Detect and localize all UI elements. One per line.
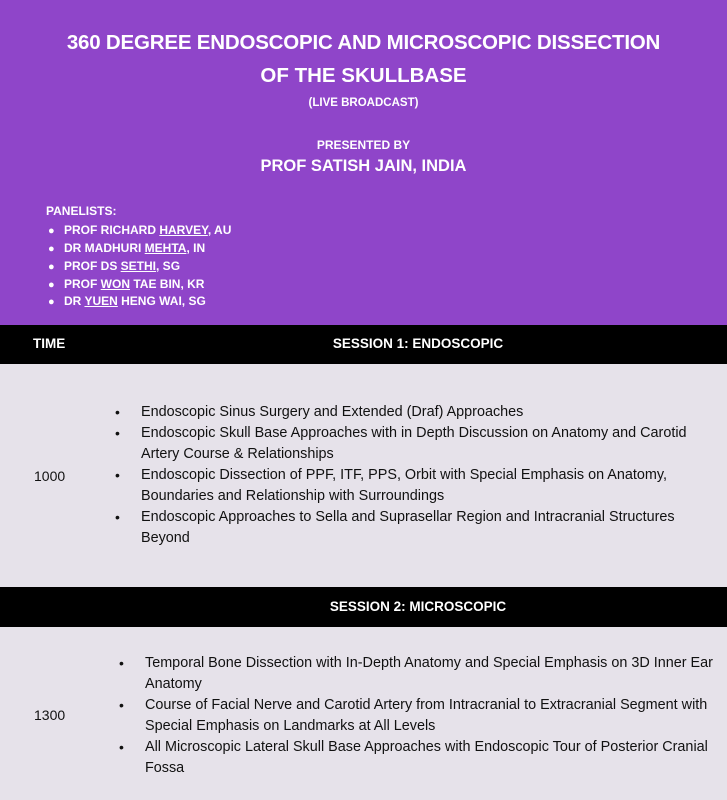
topic-item: • Endoscopic Sinus Surgery and Extended (Draf) Approaches (115, 402, 725, 423)
subtitle: (LIVE BROADCAST) (308, 97, 419, 109)
panelist-surname: YUEN (84, 294, 118, 308)
session-2-title: SESSION 2: MICROSCOPIC (329, 599, 507, 614)
session-1-content (0, 364, 727, 587)
panelist-surname: SETHI (120, 259, 157, 273)
topic-item: • Endoscopic Approaches to Sella and Suprasellar Region and Intracranial Structures Beyond (115, 507, 725, 549)
topic-item: • All Microscopic Lateral Skull Base Approaches with Endoscopic Tour of Posterior Cranial Fossa (119, 737, 725, 779)
panelist-surname: HARVEY (159, 223, 208, 237)
panelist-item: ● PROF WON TAE BIN, KR (48, 277, 205, 291)
session-2-content (0, 627, 727, 800)
bullet-icon: ● (48, 225, 55, 237)
session-2-topic-list (119, 653, 725, 779)
bullet-icon: ● (48, 243, 55, 255)
header-banner (0, 0, 727, 325)
session-1-topic-list (115, 402, 725, 549)
panelist-item: ● DR MADHURI MEHTA, IN (48, 241, 206, 255)
topic-item: • Temporal Bone Dissection with In-Depth Anatomy and Special Emphasis on 3D Inner Ear Anatomy (119, 653, 725, 695)
topic-item: • Endoscopic Skull Base Approaches with in Depth Discussion on Anatomy and Carotid Artery Course & Relationships (115, 423, 725, 465)
panelist-surname: MEHTA (144, 241, 187, 255)
panelist-surname: WON (100, 277, 130, 291)
presented-by-label: PRESENTED BY (316, 138, 411, 152)
bullet-icon: ● (48, 279, 55, 291)
session-2-header-bar (0, 587, 727, 627)
bullet-icon: ● (48, 261, 55, 273)
panelists-heading: PANELISTS: (46, 204, 117, 218)
topic-item: • Endoscopic Dissection of PPF, ITF, PPS, Orbit with Special Emphasis on Anatomy, Boundaries and Relationship with Surroundings (115, 465, 725, 507)
title-line-1: 360 DEGREE ENDOSCOPIC AND MICROSCOPIC DISSECTION (66, 31, 661, 54)
presenter-name: PROF SATISH JAIN, INDIA (260, 157, 467, 175)
panelist-item: ● PROF RICHARD HARVEY, AU (48, 223, 232, 237)
session-1-title: SESSION 1: ENDOSCOPIC (332, 336, 504, 351)
panelist-item: ● DR YUEN HENG WAI, SG (48, 294, 206, 308)
panelist-item: ● PROF DS SETHI, SG (48, 259, 181, 273)
time-column-header: TIME (33, 336, 66, 351)
session-1-time: 1000 (34, 468, 66, 484)
session-1-header-bar (0, 325, 727, 364)
bullet-icon: ● (48, 296, 55, 308)
session-2-time: 1300 (34, 707, 66, 723)
title-line-2: OF THE SKULLBASE (260, 64, 467, 87)
topic-item: • Course of Facial Nerve and Carotid Artery from Intracranial to Extracranial Segment with Special Emphasis on Landmarks at All Levels (119, 695, 725, 737)
